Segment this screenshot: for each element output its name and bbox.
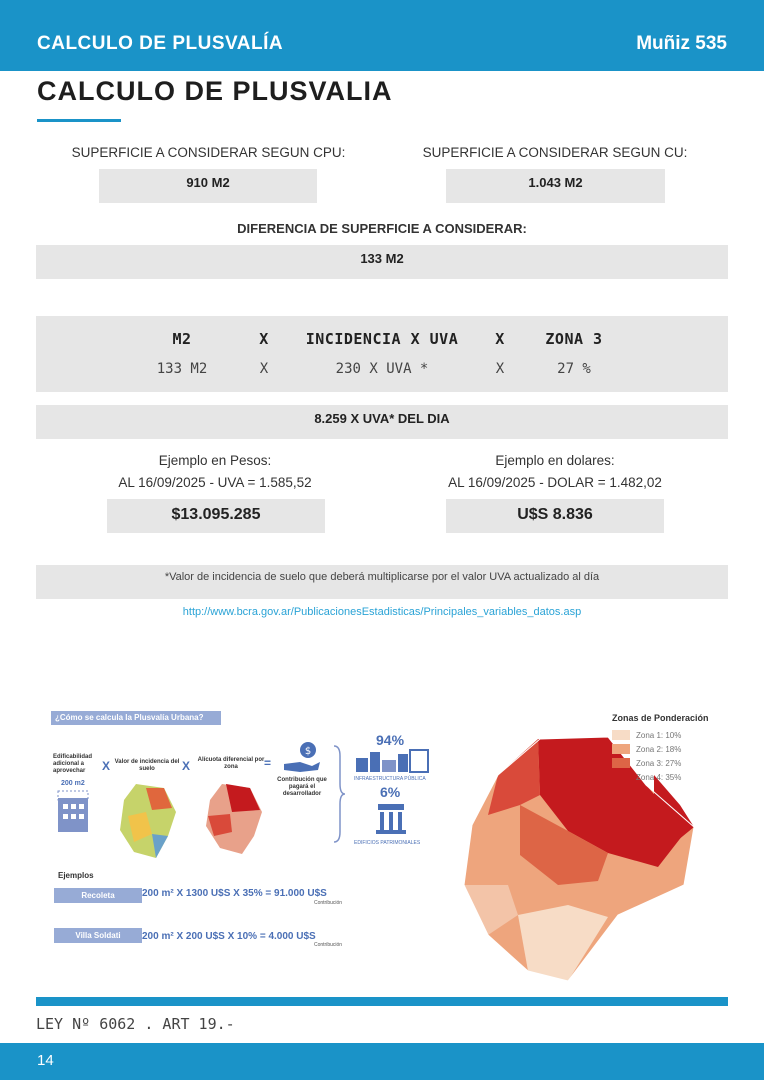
city-icon [354,748,432,774]
legend-swatch [612,730,630,740]
legend-item [612,770,709,784]
multiply-sign: X [182,759,191,773]
formula-result: 91.000 U$S [274,888,327,899]
formula-table [36,316,728,392]
legend-label: Zona 4: 35% [636,772,682,782]
legend-label: Zona 3: 27% [636,758,682,768]
formula-result: 4.000 U$S [268,931,316,942]
title-underline [37,119,121,122]
pesos-rate: AL 16/09/2025 - UVA = 1.585,52 [118,475,312,490]
pesos-title: Ejemplo en Pesos: [158,453,272,468]
formula-value: 27 % [557,361,591,377]
pesos-value-box: $13.095.285 [107,499,325,533]
cu-label: SUPERFICIE A CONSIDERAR SEGUN CU: [422,145,688,160]
term-zone-rate: Alícuota diferencial por zona [197,757,265,770]
cpu-label: SUPERFICIE A CONSIDERAR SEGUN CPU: [71,145,346,160]
svg-text:$: $ [304,746,312,757]
result-box: 8.259 X UVA* DEL DIA [36,405,728,439]
legend-label: Zona 1: 10% [636,730,682,740]
formula-header: X [259,330,269,348]
infrastructure-label: INFRAESTRUCTURA PÚBLICA [354,776,426,782]
legend-item [612,742,709,756]
contribution-caption: Contribución [314,942,343,948]
formula-header: M2 [172,330,192,348]
law-reference: LEY Nº 6062 . ART 19.- [36,1015,235,1033]
legend-swatch [612,744,630,754]
cpu-value-box: 910 M2 [99,169,317,203]
section-title: CALCULO DE PLUSVALÍA [37,33,284,54]
footnote: *Valor de incidencia de suelo que deberá multiplicarse por el valor UVA actualizado al día [36,565,728,599]
formula-value: X [259,361,269,377]
zone-map-icon [202,782,264,856]
legend-swatch [612,758,630,768]
formula-value: 230 X UVA * [335,361,429,377]
footer-bar [0,1043,764,1080]
legend-item [612,728,709,742]
formula-text: 200 m² X 200 U$S X 10% = [142,931,266,942]
heritage-pct: 6% [380,784,401,800]
legend-item [612,756,709,770]
cu-value-box: 1.043 M2 [446,169,665,203]
page-title: CALCULO DE PLUSVALIA [37,76,393,106]
formula-header: INCIDENCIA X UVA [305,330,459,348]
zones-legend [612,713,709,784]
building-icon [54,788,94,834]
incidence-map-icon [116,782,178,860]
formula-value: X [495,361,505,377]
legend-label: Zona 2: 18% [636,744,682,754]
money-hand-icon [282,740,322,774]
page-number: 14 [37,1052,54,1069]
infrastructure-pct: 94% [376,732,405,748]
formula-header: X [495,330,505,348]
example-soldati-label: Villa Soldati [54,928,142,943]
heritage-building-icon [376,802,406,836]
term-value-200m2: 200 m2 [61,780,85,787]
usd-title: Ejemplo en dolares: [495,453,615,468]
equals-sign: = [264,756,272,770]
term-land-incidence: Valor de incidencia del suelo [114,759,180,772]
curly-brace [332,744,346,844]
usd-value-box: U$S 8.836 [446,499,664,533]
multiply-sign: X [102,759,111,773]
diff-value-box: 133 M2 [36,245,728,279]
header-bar [0,0,764,71]
bcra-link[interactable]: http://www.bcra.gov.ar/PublicacionesEstadisticas/Principales_variables_datos.asp [182,606,582,618]
example-recoleta-label: Recoleta [54,888,142,903]
diff-label: DIFERENCIA DE SUPERFICIE A CONSIDERAR: [237,221,527,236]
example-soldati-formula [142,931,316,942]
formula-header: ZONA 3 [545,330,603,348]
term-additional-buildability: Edificabilidad adicional a aprovechar [53,754,93,774]
plusvalia-infographic [36,700,434,975]
footer-divider [36,997,728,1006]
project-name: Muñiz 535 [636,33,727,54]
term-contribution: Contribución que pagará el desarrollador [277,777,327,797]
question-banner: ¿Cómo se calcula la Plusvalía Urbana? [51,711,221,725]
heritage-label: EDIFICIOS PATRIMONIALES [354,840,421,846]
legend-swatch [612,772,630,782]
example-recoleta-formula [142,888,327,899]
legend-title: Zonas de Ponderación [612,713,709,723]
examples-title: Ejemplos [58,871,94,880]
formula-text: 200 m² X 1300 U$S X 35% = [142,888,272,899]
formula-value: 133 M2 [156,361,208,377]
contribution-caption: Contribución [314,900,343,906]
usd-rate: AL 16/09/2025 - DOLAR = 1.482,02 [448,475,662,490]
